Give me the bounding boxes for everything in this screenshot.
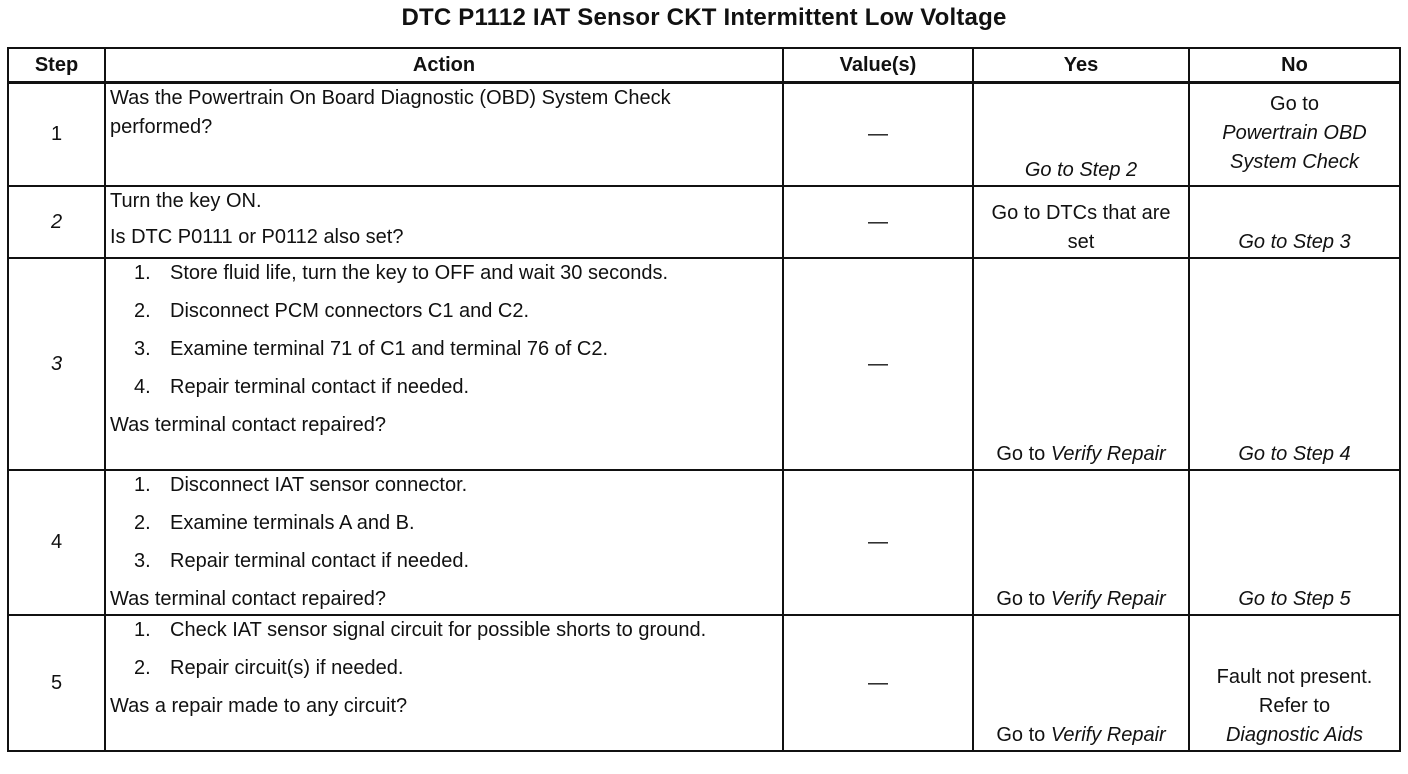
yes-cell — [973, 83, 1189, 187]
yes-text — [978, 585, 1184, 614]
action-cell — [105, 83, 783, 187]
yes-cell — [973, 615, 1189, 751]
value-cell — [783, 186, 973, 258]
no-link[interactable]: Go to Step 3 — [1238, 231, 1351, 253]
header-no: No — [1189, 48, 1400, 83]
action-question: Was terminal contact repaired? — [110, 588, 387, 610]
substep-text: Repair circuit(s) if needed. — [170, 657, 404, 679]
step-number: 2 — [8, 186, 105, 258]
substep — [134, 547, 778, 576]
header-step: Step — [8, 48, 105, 83]
no-cell — [1189, 83, 1400, 187]
substep-text: Store fluid life, turn the key to OFF and wait 30 seconds. — [170, 262, 669, 284]
action-question: Was terminal contact repaired? — [110, 414, 387, 436]
no-cell — [1189, 258, 1400, 470]
substep-number: 2. — [134, 657, 151, 679]
yes-link[interactable]: Verify Repair — [1050, 443, 1166, 465]
yes-link[interactable]: Go to Step 2 — [1024, 159, 1138, 181]
page-title: DTC P1112 IAT Sensor CKT Intermittent Low Voltage — [401, 4, 1007, 31]
table-row — [8, 258, 1400, 470]
yes-prefix: Go to — [996, 443, 1046, 465]
substep-text: Disconnect PCM connectors C1 and C2. — [170, 300, 530, 322]
substep-text: Examine terminals A and B. — [170, 512, 415, 534]
value-text: — — [868, 671, 888, 694]
action-cell — [105, 186, 783, 258]
yes-cell — [973, 470, 1189, 615]
value-text: — — [868, 352, 888, 375]
no-link[interactable]: Diagnostic Aids — [1225, 724, 1364, 746]
table-row — [8, 83, 1400, 187]
substep-text: Repair terminal contact if needed. — [170, 376, 470, 398]
substep — [134, 471, 778, 500]
yes-link[interactable]: Go to DTCs that are set — [991, 202, 1171, 253]
step-number: 3 — [8, 258, 105, 470]
yes-cell — [973, 258, 1189, 470]
yes-text — [978, 440, 1184, 469]
value-cell — [783, 83, 973, 187]
value-cell — [783, 470, 973, 615]
substep-text: Check IAT sensor signal circuit for possible shorts to ground. — [170, 619, 707, 641]
yes-text — [978, 721, 1184, 750]
action-line: Turn the key ON. — [110, 190, 262, 212]
action-cell — [105, 470, 783, 615]
value-cell — [783, 258, 973, 470]
substep — [134, 373, 778, 402]
diagnostic-table — [7, 47, 1401, 752]
header-action: Action — [105, 48, 783, 83]
action-question: Was the Powertrain On Board Diagnostic (OBD) System Check performed? — [110, 87, 671, 138]
substep-text: Disconnect IAT sensor connector. — [170, 474, 468, 496]
substep — [134, 616, 778, 645]
value-text: — — [868, 531, 888, 553]
no-cell — [1189, 615, 1400, 751]
value-text: — — [868, 210, 888, 233]
substep-text: Examine terminal 71 of C1 and terminal 76 of C2. — [170, 338, 608, 360]
substep-number: 3. — [134, 338, 151, 360]
no-link[interactable]: Powertrain OBD System Check — [1222, 122, 1367, 173]
no-link[interactable]: Go to Step 5 — [1238, 588, 1351, 610]
yes-prefix: Go to — [996, 724, 1046, 746]
substep-number: 1. — [134, 619, 151, 641]
no-link[interactable]: Go to Step 4 — [1238, 443, 1351, 465]
substep-number: 1. — [134, 474, 151, 496]
yes-link[interactable]: Verify Repair — [1050, 724, 1166, 746]
table-row — [8, 470, 1400, 615]
substep-number: 1. — [134, 262, 151, 284]
substep — [134, 509, 778, 538]
substep-number: 2. — [134, 300, 151, 322]
action-question: Is DTC P0111 or P0112 also set? — [110, 226, 404, 248]
substep — [134, 335, 778, 364]
table-row — [8, 186, 1400, 258]
step-number: 5 — [8, 615, 105, 751]
header-row — [8, 48, 1400, 83]
action-question: Was a repair made to any circuit? — [110, 695, 408, 717]
no-cell — [1189, 470, 1400, 615]
yes-link[interactable]: Verify Repair — [1050, 588, 1166, 610]
substep-number: 2. — [134, 512, 151, 534]
header-yes: Yes — [973, 48, 1189, 83]
no-prefix: Go to — [1270, 93, 1319, 115]
value-text: — — [868, 123, 888, 145]
header-values: Value(s) — [783, 48, 973, 83]
yes-prefix: Go to — [996, 588, 1046, 610]
no-cell — [1189, 186, 1400, 258]
action-cell — [105, 615, 783, 751]
no-prefix: Fault not present. Refer to — [1216, 666, 1373, 717]
step-number: 4 — [8, 470, 105, 615]
substep-text: Repair terminal contact if needed. — [170, 550, 470, 572]
table-row — [8, 615, 1400, 751]
substep-number: 3. — [134, 550, 151, 572]
step-number: 1 — [8, 83, 105, 187]
substep-number: 4. — [134, 376, 151, 398]
substep — [134, 297, 778, 326]
substep — [134, 259, 778, 288]
yes-cell — [973, 186, 1189, 258]
substep — [134, 654, 778, 683]
value-cell — [783, 615, 973, 751]
action-cell — [105, 258, 783, 470]
